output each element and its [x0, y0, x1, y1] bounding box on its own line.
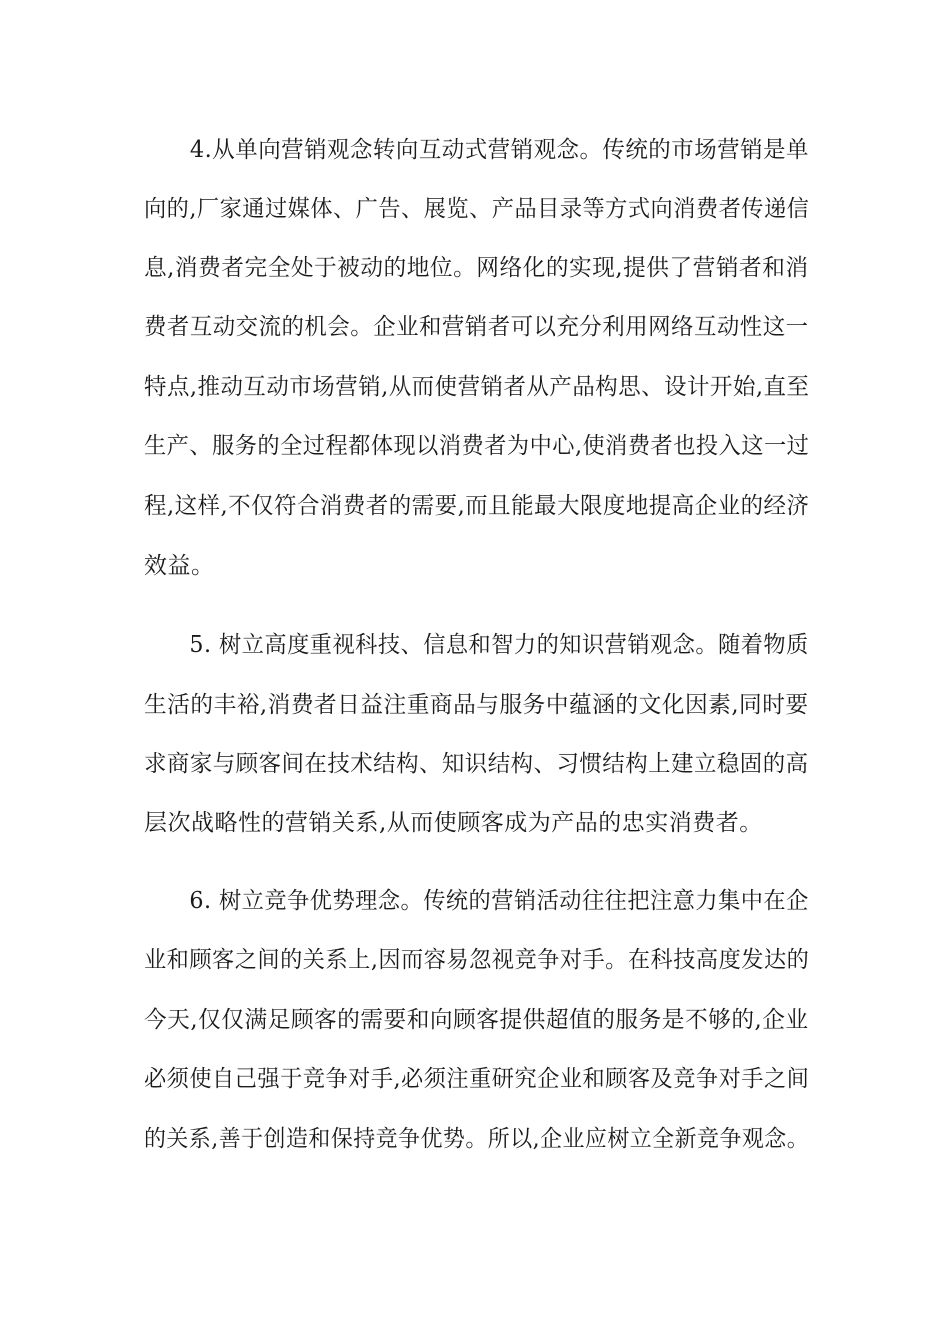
text-line: 生活的丰裕,消费者日益注重商品与服务中蕴涵的文化因素,同时要	[144, 692, 809, 718]
text-line: 效益。	[144, 553, 215, 579]
text-line: 业和顾客之间的关系上,因而容易忽视竞争对手。在科技高度发达的	[144, 947, 810, 973]
text-line: 的关系,善于创造和保持竞争优势。所以,企业应树立全新竞争观念。	[144, 1126, 810, 1152]
text-line: 今天,仅仅满足顾客的需要和向顾客提供超值的服务是不够的,企业	[144, 1007, 809, 1033]
text-line: 程,这样,不仅符合消费者的需要,而且能最大限度地提高企业的经济	[144, 493, 810, 519]
text-line: 4.从单向营销观念转向互动式营销观念。传统的市场营销是单	[144, 137, 809, 163]
text-line: 费者互动交流的机会。企业和营销者可以充分利用网络互动性这一	[144, 314, 809, 340]
text-line: 息,消费者完全处于被动的地位。网络化的实现,提供了营销者和消	[144, 255, 809, 281]
text-line: 求商家与顾客间在技术结构、知识结构、习惯结构上建立稳固的高	[144, 751, 809, 777]
text-line: 6. 树立竞争优势理念。传统的营销活动往往把注意力集中在企	[144, 888, 809, 914]
text-line: 层次战略性的营销关系,从而使顾客成为产品的忠实消费者。	[144, 810, 763, 836]
text-line: 5. 树立高度重视科技、信息和智力的知识营销观念。随着物质	[144, 632, 809, 658]
text-line: 向的,厂家通过媒体、广告、展览、产品目录等方式向消费者传递信	[144, 196, 810, 222]
text-line: 必须使自己强于竞争对手,必须注重研究企业和顾客及竞争对手之间	[144, 1066, 810, 1092]
text-line: 特点,推动互动市场营销,从而使营销者从产品构思、设计开始,直至	[144, 374, 810, 400]
text-line: 生产、服务的全过程都体现以消费者为中心,使消费者也投入这一过	[144, 433, 810, 459]
